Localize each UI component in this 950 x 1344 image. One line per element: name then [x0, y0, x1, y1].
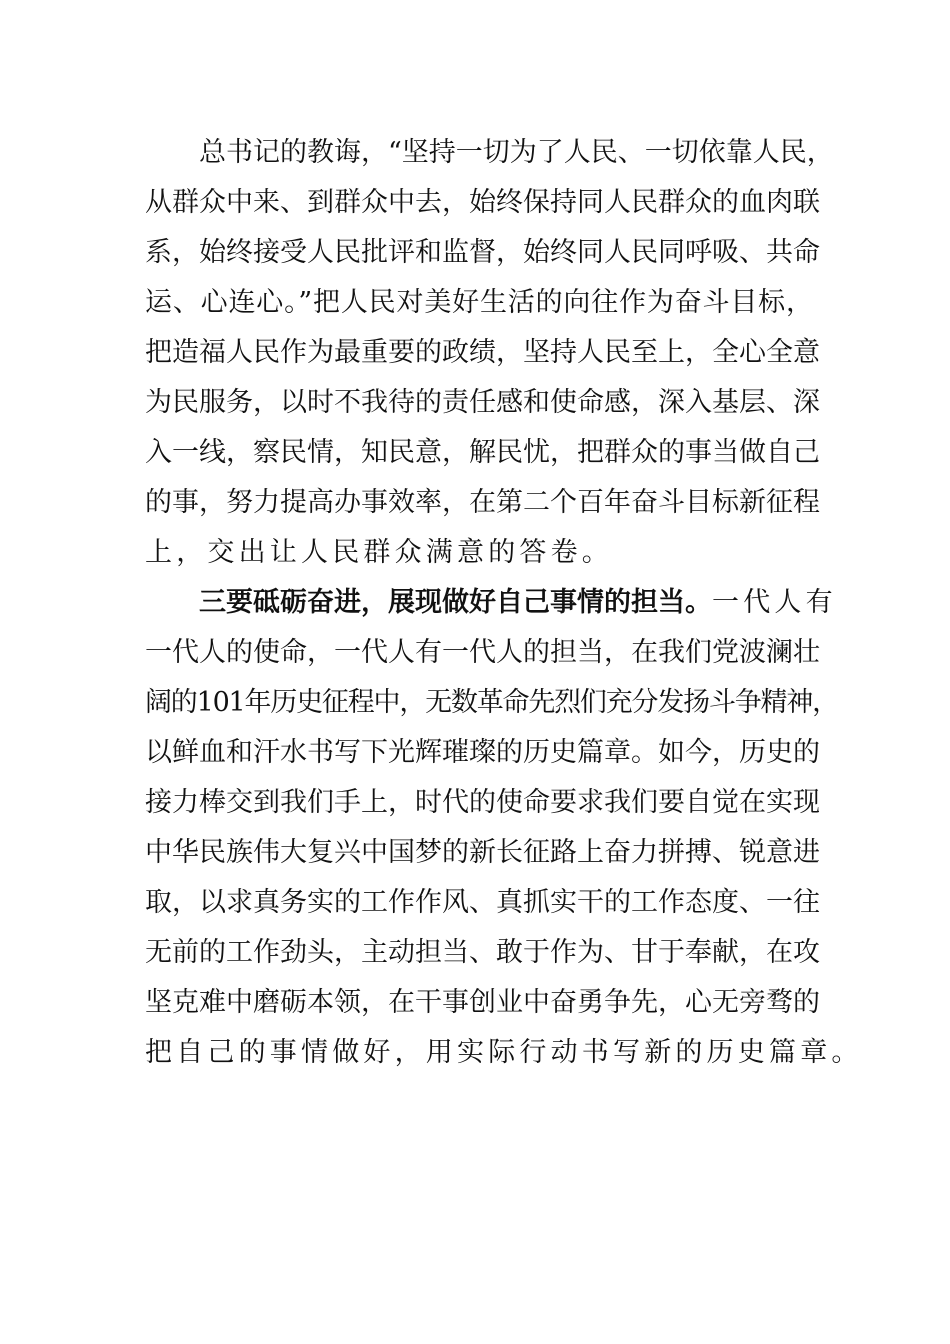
paragraph-line: 取，以求真务实的工作作风、真抓实干的工作态度、一往 — [145, 887, 820, 918]
paragraph-line: 坚克难中磨砺本领，在干事创业中奋勇争先，心无旁骛的 — [145, 987, 820, 1018]
section-heading: 三要砥砺奋进，展现做好自己事情的担当。 — [145, 587, 712, 618]
paragraph-last-line: 把自己的事情做好，用实际行动书写新的历史篇章。 — [145, 1037, 863, 1068]
paragraph-1 — [145, 128, 834, 578]
paragraph-line: 从群众中来、到群众中去，始终保持同人民群众的血肉联 — [145, 187, 820, 218]
heading-continuation: 一代人有 — [712, 587, 837, 618]
paragraph-line: 入一线，察民情，知民意，解民忧，把群众的事当做自己 — [145, 437, 820, 468]
paragraph-line: 中华民族伟大复兴中国梦的新长征路上奋力拼搏、锐意进 — [145, 837, 820, 868]
paragraph-line: 的事，努力提高办事效率，在第二个百年奋斗目标新征程 — [145, 487, 820, 518]
document-page — [145, 128, 863, 1078]
paragraph-2 — [145, 578, 863, 1078]
paragraph-line: 无前的工作劲头，主动担当、敢于作为、甘于奉献，在攻 — [145, 937, 820, 968]
paragraph-last-line: 上，交出让人民群众满意的答卷。 — [145, 537, 613, 568]
paragraph-first-line — [145, 578, 837, 628]
paragraph-line: 阔的101年历史征程中，无数革命先烈们充分发扬斗争精神， — [145, 687, 838, 718]
paragraph-line: 系，始终接受人民批评和监督，始终同人民同呼吸、共命 — [145, 237, 820, 268]
paragraph-line: 为民服务，以时不我待的责任感和使命感，深入基层、深 — [145, 387, 820, 418]
paragraph-line: 以鲜血和汗水书写下光辉璀璨的历史篇章。如今，历史的 — [145, 737, 820, 768]
paragraph-line: 总书记的教诲，“坚持一切为了人民、一切依靠人民， — [145, 137, 834, 168]
paragraph-line: 把造福人民作为最重要的政绩，坚持人民至上，全心全意 — [145, 337, 820, 368]
paragraph-line: 运、心连心。”把人民对美好生活的向往作为奋斗目标， — [145, 287, 813, 318]
paragraph-line: 一代人的使命，一代人有一代人的担当，在我们党波澜壮 — [145, 637, 820, 668]
paragraph-line: 接力棒交到我们手上，时代的使命要求我们要自觉在实现 — [145, 787, 820, 818]
